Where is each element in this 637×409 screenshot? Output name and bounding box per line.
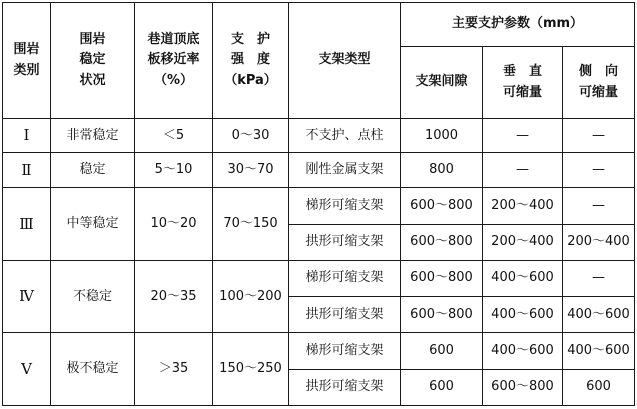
spacing-cell: 600～800 [401, 260, 483, 296]
strength-cell: 0～30 [213, 119, 289, 153]
spacing-cell: 600 [401, 333, 483, 369]
frame-type-cell: 拱形可缩支架 [289, 224, 401, 260]
spacing-cell: 1000 [401, 119, 483, 153]
header-vertical-yield: 垂 直 可缩量 [483, 47, 563, 119]
stability-cell: 极不稳定 [51, 333, 135, 406]
table-row [3, 119, 635, 153]
header-rock-category: 围岩 类别 [3, 3, 51, 119]
strength-cell: 70～150 [213, 188, 289, 261]
stability-cell: 不稳定 [51, 260, 135, 333]
header-frame-type: 支架类型 [289, 3, 401, 119]
lateral-yield-cell: 200～400 [563, 224, 635, 260]
frame-type-cell: 刚性金属支架 [289, 153, 401, 188]
frame-type-cell: 梯形可缩支架 [289, 188, 401, 224]
rock-category-cell: Ⅲ [3, 188, 51, 261]
strength-cell: 30～70 [213, 153, 289, 188]
rock-category-cell: Ⅰ [3, 119, 51, 153]
convergence-cell: 20～35 [135, 260, 213, 333]
vertical-yield-cell: — [483, 119, 563, 153]
lateral-yield-cell: — [563, 260, 635, 296]
convergence-cell: ＞35 [135, 333, 213, 406]
frame-type-cell: 拱形可缩支架 [289, 369, 401, 405]
table-row [3, 188, 635, 224]
lateral-yield-cell: 600 [563, 369, 635, 405]
rock-category-cell: Ⅱ [3, 153, 51, 188]
lateral-yield-cell: — [563, 188, 635, 224]
spacing-cell: 600～800 [401, 297, 483, 333]
vertical-yield-cell: 200～400 [483, 188, 563, 224]
header-convergence-rate: 巷道顶底 板移近率 （%） [135, 3, 213, 119]
vertical-yield-cell: 400～600 [483, 260, 563, 296]
header-main-parameters: 主要支护参数（mm） [401, 3, 635, 47]
frame-type-cell: 不支护、点柱 [289, 119, 401, 153]
header-support-strength: 支 护 强 度 （kPa） [213, 3, 289, 119]
spacing-cell: 600～800 [401, 224, 483, 260]
frame-type-cell: 梯形可缩支架 [289, 333, 401, 369]
convergence-cell: 10～20 [135, 188, 213, 261]
table-row [3, 333, 635, 369]
stability-cell: 非常稳定 [51, 119, 135, 153]
spacing-cell: 800 [401, 153, 483, 188]
header-lateral-yield: 侧 向 可缩量 [563, 47, 635, 119]
lateral-yield-cell: — [563, 153, 635, 188]
convergence-cell: ＜5 [135, 119, 213, 153]
frame-type-cell: 梯形可缩支架 [289, 260, 401, 296]
vertical-yield-cell: 400～600 [483, 333, 563, 369]
header-frame-spacing: 支架间隙 [401, 47, 483, 119]
vertical-yield-cell: 600～800 [483, 369, 563, 405]
stability-cell: 稳定 [51, 153, 135, 188]
frame-type-cell: 拱形可缩支架 [289, 297, 401, 333]
table-row [3, 153, 635, 188]
spacing-cell: 600 [401, 369, 483, 405]
vertical-yield-cell: 200～400 [483, 224, 563, 260]
stability-cell: 中等稳定 [51, 188, 135, 261]
convergence-cell: 5～10 [135, 153, 213, 188]
lateral-yield-cell: 400～600 [563, 333, 635, 369]
spacing-cell: 600～800 [401, 188, 483, 224]
lateral-yield-cell: 400～600 [563, 297, 635, 333]
rock-category-cell: Ⅴ [3, 333, 51, 406]
rock-category-cell: Ⅳ [3, 260, 51, 333]
header-rock-stability: 围岩 稳定 状况 [51, 3, 135, 119]
table-row [3, 260, 635, 296]
lateral-yield-cell: — [563, 119, 635, 153]
strength-cell: 150～250 [213, 333, 289, 406]
support-parameters-table [2, 2, 635, 406]
vertical-yield-cell: 400～600 [483, 297, 563, 333]
strength-cell: 100～200 [213, 260, 289, 333]
vertical-yield-cell: — [483, 153, 563, 188]
